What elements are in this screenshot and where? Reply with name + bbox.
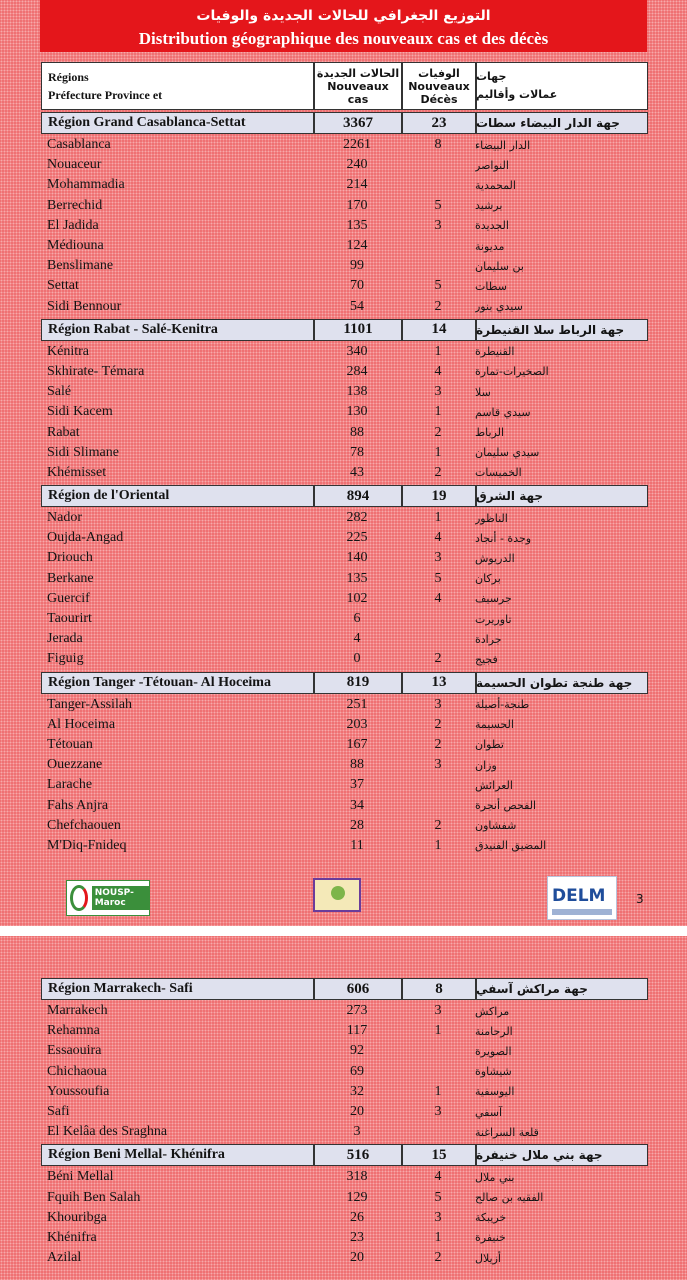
province-deaths: 3 — [434, 1003, 442, 1019]
province-name: Rabat — [47, 424, 80, 440]
province-name-ar: الصخيرات-تمارة — [475, 365, 549, 379]
ministry-logo — [313, 878, 361, 912]
header-cases-col — [314, 63, 402, 109]
header-deaths-fr-1: Nouveaux — [408, 79, 470, 93]
region-name: Région Beni Mellal- Khénifra — [48, 1147, 225, 1163]
province-name-ar: شفشاون — [475, 819, 517, 833]
province-row — [41, 362, 648, 382]
province-deaths: 2 — [434, 298, 442, 314]
province-name: Nouaceur — [47, 157, 102, 173]
province-cases: 225 — [346, 530, 368, 546]
province-name-ar: الجديدة — [475, 219, 509, 233]
province-row — [41, 755, 648, 775]
region-name-ar: جهة الدار البيضاء سطات — [476, 116, 620, 130]
province-row — [41, 816, 648, 836]
region-cases: 606 — [346, 980, 370, 997]
province-deaths: 1 — [434, 1083, 442, 1099]
province-name: Oujda-Angad — [47, 530, 124, 546]
province-cases: 78 — [350, 444, 364, 460]
province-name: Essaouira — [47, 1043, 102, 1059]
province-cases: 340 — [346, 343, 368, 359]
province-cases: 0 — [353, 651, 361, 667]
province-cases: 26 — [350, 1209, 364, 1225]
province-row — [41, 1021, 648, 1041]
province-cases: 251 — [346, 696, 368, 712]
region-cases: 516 — [346, 1146, 370, 1163]
province-deaths: 4 — [434, 590, 442, 606]
province-name-ar: الفحص أنجرة — [475, 799, 537, 813]
province-name-ar: تاوريرت — [475, 612, 512, 626]
province-cases: 129 — [346, 1189, 368, 1205]
delm-logo — [547, 876, 617, 920]
region-cases: 3367 — [343, 114, 373, 131]
province-deaths: 5 — [434, 197, 442, 213]
province-row — [41, 589, 648, 609]
province-name-ar: اليوسفية — [475, 1085, 515, 1099]
province-name-ar: خريبكة — [475, 1211, 507, 1225]
province-row — [41, 569, 648, 589]
province-cases: 124 — [346, 238, 368, 254]
nousp-logo-text: NOUSP-Maroc — [92, 886, 149, 910]
province-cases: 92 — [350, 1043, 364, 1059]
region-deaths: 15 — [431, 1146, 447, 1163]
title-banner — [40, 0, 647, 52]
province-row — [41, 422, 648, 442]
province-name-ar: مراكش — [475, 1004, 510, 1018]
province-name: Settat — [47, 278, 79, 294]
province-row — [41, 1228, 648, 1248]
province-cases: 138 — [346, 384, 368, 400]
province-name-ar: الخميسات — [475, 466, 522, 480]
province-name-ar: شيشاوة — [475, 1065, 512, 1079]
header-prefecture-label: Préfecture Province et — [48, 88, 163, 102]
province-name-ar: الصويرة — [475, 1044, 512, 1058]
province-name: Benslimane — [47, 258, 114, 274]
region-deaths: 13 — [431, 674, 447, 690]
province-name: El Kelâa des Sraghna — [47, 1124, 168, 1140]
province-row — [41, 649, 648, 669]
province-name: Azilal — [47, 1250, 82, 1266]
province-name-ar: سيدي بنور — [475, 300, 523, 314]
header-regions-ar: جهات — [476, 70, 507, 83]
province-name-ar: مديونة — [475, 239, 505, 253]
province-cases: 37 — [350, 777, 364, 793]
province-name-ar: القنيطرة — [475, 345, 515, 359]
province-cases: 20 — [350, 1104, 364, 1120]
province-deaths — [401, 175, 475, 195]
province-name: Driouch — [47, 550, 93, 566]
province-deaths: 2 — [434, 736, 442, 752]
province-row — [41, 629, 648, 649]
province-deaths: 1 — [434, 1229, 442, 1245]
province-deaths: 1 — [434, 444, 442, 460]
province-cases: 32 — [350, 1083, 364, 1099]
province-name-ar: تطوان — [475, 738, 504, 752]
province-name-ar: فجيج — [475, 652, 498, 666]
province-name-ar: النواصر — [475, 158, 509, 172]
province-name: Tanger-Assilah — [47, 696, 133, 712]
province-deaths: 3 — [434, 696, 442, 712]
province-name: Casablanca — [47, 137, 111, 153]
region-row — [41, 485, 648, 507]
table-header — [41, 62, 648, 110]
province-deaths: 1 — [434, 837, 442, 853]
header-arabic-col — [476, 63, 649, 109]
province-cases: 28 — [350, 817, 364, 833]
province-name-ar: سيدي سليمان — [475, 446, 540, 460]
province-deaths — [401, 1122, 475, 1142]
region-name: Région de l'Oriental — [48, 488, 170, 503]
province-deaths: 3 — [434, 217, 442, 233]
province-name: Khouribga — [47, 1209, 107, 1225]
province-cases: 54 — [350, 298, 364, 314]
region-deaths: 8 — [435, 980, 443, 997]
province-row — [41, 609, 648, 629]
province-cases: 135 — [346, 217, 368, 233]
province-name: Larache — [47, 777, 93, 793]
province-name: Sidi Kacem — [47, 404, 113, 420]
province-cases: 284 — [346, 363, 368, 379]
region-cases: 819 — [346, 674, 370, 690]
header-prefecture-ar: عمالات وأقاليم — [476, 88, 558, 101]
province-deaths: 8 — [434, 137, 442, 153]
province-name: Al Hoceima — [47, 716, 116, 732]
province-name-ar: الرباط — [475, 426, 505, 440]
province-name-ar: خنيفرة — [475, 1231, 506, 1245]
province-cases: 99 — [350, 258, 364, 274]
province-cases: 88 — [350, 424, 364, 440]
province-row — [41, 1082, 648, 1102]
header-deaths-col — [402, 63, 476, 109]
province-row — [41, 175, 648, 195]
distribution-table-page-2 — [41, 976, 648, 1268]
province-name-ar: آسفي — [475, 1105, 503, 1119]
province-deaths: 4 — [434, 1169, 442, 1185]
title-french: Distribution géographique des nouveaux cas et des décès — [138, 29, 549, 48]
province-name: Taourirt — [47, 611, 92, 627]
province-name-ar: بني ملال — [475, 1170, 515, 1184]
province-row — [41, 297, 648, 317]
province-deaths: 2 — [434, 464, 442, 480]
province-cases: 203 — [346, 716, 368, 732]
province-row — [41, 463, 648, 483]
province-row — [41, 342, 648, 362]
region-name-ar: جهة الرباط سلا القنيطرة — [476, 322, 625, 337]
region-deaths: 19 — [431, 487, 447, 504]
province-deaths: 5 — [434, 1189, 442, 1205]
province-cases: 318 — [346, 1169, 368, 1185]
province-row — [41, 1208, 648, 1228]
province-deaths: 4 — [434, 363, 442, 379]
province-cases: 34 — [350, 797, 364, 813]
region-deaths: 14 — [431, 321, 447, 338]
province-row — [41, 135, 648, 155]
province-cases: 140 — [346, 550, 368, 566]
province-name-ar: بن سليمان — [475, 259, 524, 273]
page-separator — [0, 926, 687, 936]
province-row — [41, 196, 648, 216]
region-row — [41, 672, 648, 694]
province-deaths: 5 — [434, 278, 442, 294]
province-cases: 130 — [346, 404, 368, 420]
province-cases: 69 — [350, 1063, 364, 1079]
province-name: Rehamna — [47, 1023, 100, 1039]
region-name: Région Marrakech- Safi — [48, 981, 193, 996]
province-name: Skhirate- Témara — [47, 363, 145, 379]
province-deaths — [401, 795, 475, 815]
province-row — [41, 1001, 648, 1021]
province-cases: 3 — [353, 1124, 361, 1140]
region-deaths: 23 — [431, 114, 447, 131]
province-deaths: 1 — [434, 1023, 442, 1039]
province-name: Ouezzane — [47, 757, 103, 773]
province-deaths: 1 — [434, 404, 442, 420]
province-name-ar: جرادة — [475, 632, 502, 646]
header-deaths-fr-2: Décès — [420, 92, 458, 106]
distribution-table-page-1 — [41, 62, 648, 856]
province-cases: 88 — [350, 757, 364, 773]
province-name-ar: قلعة السراغنة — [475, 1125, 539, 1139]
province-cases: 282 — [346, 510, 368, 526]
province-deaths: 2 — [434, 424, 442, 440]
province-row — [41, 1041, 648, 1061]
province-row — [41, 528, 648, 548]
nousp-logo — [66, 880, 150, 916]
province-deaths: 1 — [434, 510, 442, 526]
province-name: Béni Mellal — [47, 1169, 114, 1185]
province-name: M'Diq-Fnideq — [47, 837, 127, 853]
province-name: Salé — [47, 384, 72, 400]
province-row — [41, 1102, 648, 1122]
province-cases: 273 — [346, 1003, 368, 1019]
province-deaths: 3 — [434, 1209, 442, 1225]
header-cases-ar: الحالات الجديدة — [316, 66, 400, 80]
province-name: Marrakech — [47, 1003, 108, 1019]
province-deaths — [401, 609, 475, 629]
province-name: Jerada — [47, 631, 83, 647]
province-deaths — [401, 1041, 475, 1061]
region-name: Région Grand Casablanca-Settat — [48, 115, 246, 130]
province-name: Chichaoua — [47, 1063, 107, 1079]
province-name: Khémisset — [47, 464, 107, 480]
province-name-ar: برشيد — [475, 199, 503, 213]
region-row — [41, 112, 648, 134]
province-deaths — [401, 1062, 475, 1082]
province-name: Khénifra — [47, 1229, 97, 1245]
province-deaths — [401, 629, 475, 649]
province-name: Fahs Anjra — [47, 797, 109, 813]
region-row — [41, 978, 648, 1000]
province-cases: 4 — [353, 631, 361, 647]
province-cases: 43 — [350, 464, 364, 480]
province-cases: 240 — [346, 157, 368, 173]
province-name-ar: سيدي قاسم — [475, 405, 531, 419]
province-name: Fquih Ben Salah — [47, 1189, 141, 1205]
delm-subtitle-bar — [552, 909, 612, 915]
province-cases: 214 — [346, 177, 368, 193]
province-row — [41, 695, 648, 715]
province-name-ar: الفقيه بن صالح — [475, 1191, 544, 1205]
province-deaths — [401, 236, 475, 256]
province-name-ar: العرائش — [475, 778, 513, 792]
header-cases-fr-2: cas — [347, 92, 369, 106]
province-row — [41, 1062, 648, 1082]
header-cases-fr-1: Nouveaux — [327, 79, 389, 93]
province-deaths: 3 — [434, 550, 442, 566]
region-name-ar: جهة الشرق — [476, 489, 544, 503]
province-name: Sidi Slimane — [47, 444, 119, 460]
province-name-ar: وزان — [475, 758, 497, 772]
province-row — [41, 735, 648, 755]
header-region-col — [42, 63, 314, 109]
region-row — [41, 319, 648, 341]
province-name: Médiouna — [47, 238, 104, 254]
header-regions-label: Régions — [48, 70, 89, 84]
province-name-ar: الدار البيضاء — [475, 138, 531, 152]
province-deaths: 3 — [434, 384, 442, 400]
province-row — [41, 402, 648, 422]
province-cases: 20 — [350, 1250, 364, 1266]
province-name-ar: الرحامنة — [475, 1024, 513, 1038]
province-row — [41, 1167, 648, 1187]
region-name-ar: جهة طنجة تطوان الحسيمة — [476, 675, 633, 690]
province-cases: 102 — [346, 590, 368, 606]
province-name-ar: المحمدية — [475, 178, 516, 192]
province-name-ar: أزيلال — [475, 1251, 501, 1265]
province-deaths — [401, 256, 475, 276]
region-name-ar: جهة بني ملال خنيفرة — [476, 1148, 603, 1163]
province-row — [41, 236, 648, 256]
region-cases: 1101 — [343, 321, 373, 338]
province-deaths — [401, 775, 475, 795]
region-name-ar: جهة مراكش آسفي — [476, 982, 588, 996]
province-name: Chefchaouen — [47, 817, 121, 833]
region-name: Région Tanger -Tétouan- Al Hoceima — [48, 674, 271, 690]
province-cases: 170 — [346, 197, 368, 213]
province-row — [41, 775, 648, 795]
province-row — [41, 508, 648, 528]
region-cases: 894 — [346, 487, 370, 504]
province-cases: 11 — [350, 837, 364, 853]
province-name: Nador — [47, 510, 82, 526]
page-number: 3 — [636, 892, 644, 906]
province-name: Figuig — [47, 651, 84, 667]
province-deaths: 3 — [434, 757, 442, 773]
province-cases: 23 — [350, 1229, 364, 1245]
province-name: Guercif — [47, 590, 90, 606]
header-deaths-ar: الوفيات — [418, 66, 460, 80]
province-name: Kénitra — [47, 343, 89, 359]
province-cases: 117 — [346, 1023, 368, 1039]
nousp-emblem-icon — [70, 885, 88, 911]
province-row — [41, 1122, 648, 1142]
province-deaths — [401, 155, 475, 175]
province-name-ar: الحسيمة — [475, 718, 514, 732]
province-deaths: 2 — [434, 716, 442, 732]
province-name-ar: سطات — [475, 279, 507, 293]
province-name-ar: الناظور — [475, 511, 508, 525]
province-name: Mohammadia — [47, 177, 125, 193]
province-row — [41, 216, 648, 236]
province-name-ar: سلا — [475, 385, 491, 399]
province-name-ar: بركان — [475, 572, 501, 586]
province-name: Berrechid — [47, 197, 103, 213]
ministry-emblem-icon — [331, 886, 345, 900]
province-row — [41, 548, 648, 568]
region-name: Région Rabat - Salé-Kenitra — [48, 321, 218, 337]
province-name-ar: المضيق الفنيدق — [475, 839, 547, 853]
province-deaths: 2 — [434, 651, 442, 667]
province-row — [41, 1188, 648, 1208]
province-name-ar: وجدة - أنجاد — [475, 531, 532, 545]
province-cases: 70 — [350, 278, 364, 294]
province-name: Safi — [47, 1104, 70, 1120]
title-arabic: التوزيع الجغرافي للحالات الجديدة والوفيات — [196, 8, 491, 24]
province-cases: 167 — [346, 736, 368, 752]
province-cases: 6 — [353, 611, 361, 627]
province-cases: 2261 — [343, 137, 371, 153]
province-name: Tétouan — [47, 736, 93, 752]
province-deaths: 2 — [434, 1250, 442, 1266]
province-name: Youssoufia — [47, 1083, 110, 1099]
province-name: Sidi Bennour — [47, 298, 122, 314]
province-row — [41, 155, 648, 175]
delm-logo-text: DELM — [552, 886, 606, 906]
province-row — [41, 443, 648, 463]
province-name: Berkane — [47, 570, 94, 586]
province-deaths: 3 — [434, 1104, 442, 1120]
province-deaths: 4 — [434, 530, 442, 546]
province-row — [41, 276, 648, 296]
province-row — [41, 836, 648, 856]
province-name-ar: طنجة-أصيلة — [475, 698, 530, 712]
province-row — [41, 256, 648, 276]
province-row — [41, 1248, 648, 1268]
province-row — [41, 382, 648, 402]
province-name-ar: جرسيف — [475, 592, 512, 606]
region-row — [41, 1144, 648, 1166]
province-name: El Jadida — [47, 217, 99, 233]
province-deaths: 2 — [434, 817, 442, 833]
province-deaths: 1 — [434, 343, 442, 359]
province-row — [41, 795, 648, 815]
province-name-ar: الدريوش — [475, 551, 515, 565]
province-cases: 135 — [346, 570, 368, 586]
province-row — [41, 715, 648, 735]
province-deaths: 5 — [434, 570, 442, 586]
